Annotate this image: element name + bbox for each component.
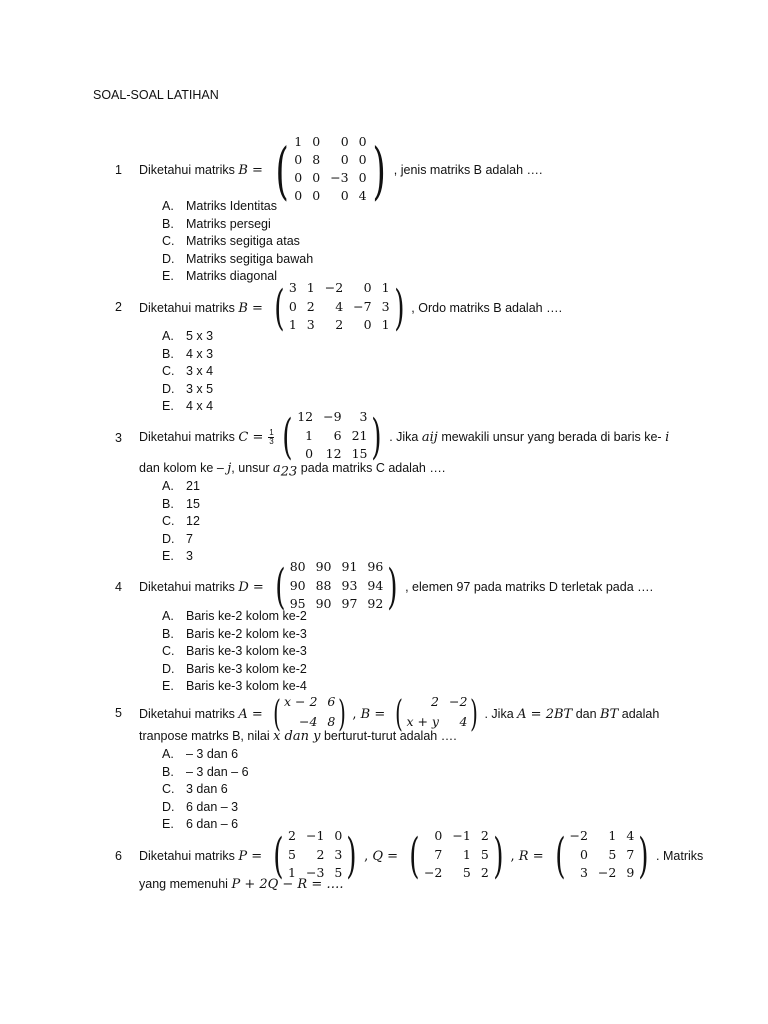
matrix-cell: −1 xyxy=(305,828,325,843)
option-item xyxy=(162,328,213,346)
matrix-cell: 3 xyxy=(306,317,315,333)
option-text: Matriks segitiga bawah xyxy=(186,251,314,266)
fraction-denominator: 3 xyxy=(269,436,274,446)
matrix-cell: 0 xyxy=(334,828,343,843)
option-text: 4 x 4 xyxy=(186,399,214,414)
question-stem: Diketahui matriks B = ( 3 1 −2 0 1 0 2 4 −7 3 1 3 2 0 1 ) , Ordo matriks B adalah …. xyxy=(139,280,563,336)
matrix-cell: −2 xyxy=(597,865,617,881)
question-number: 3 xyxy=(115,431,122,445)
matrix-cell: 1 xyxy=(294,133,303,149)
option-item xyxy=(162,346,213,364)
option-label: D. xyxy=(162,661,175,676)
element-subscript: 23 xyxy=(280,464,298,480)
option-text: 5 x 3 xyxy=(186,329,214,343)
option-label: E. xyxy=(162,269,174,284)
matrix-C: ( 12 −9 3 1 6 21 0 12 15 ) xyxy=(282,409,382,465)
matrix-cell: 0 xyxy=(340,133,349,149)
cont-text: dan kolom ke – xyxy=(139,461,224,475)
matrix-cell: 1 xyxy=(305,427,314,443)
option-item xyxy=(162,478,200,496)
option-item xyxy=(162,216,313,234)
matrix-cell: 92 xyxy=(367,596,384,612)
matrix-cell: 8 xyxy=(312,151,321,167)
option-item xyxy=(162,746,249,764)
option-item xyxy=(162,496,200,514)
option-label: E. xyxy=(162,549,174,564)
option-text: 6 dan – 6 xyxy=(186,817,239,832)
option-text: Baris ke-2 kolom ke-2 xyxy=(186,609,307,623)
matrix-cell: 88 xyxy=(315,577,332,593)
matrix-name: A xyxy=(238,706,248,722)
matrix-R: ( −2 1 4 0 5 7 3 −2 9 ) xyxy=(554,828,649,884)
matrix-cell: 91 xyxy=(341,559,358,574)
matrix-cell: 97 xyxy=(341,596,358,612)
option-text: 15 xyxy=(186,496,200,511)
matrix-cell: 0 xyxy=(340,188,349,204)
stem-text-post: . Jika xyxy=(389,430,419,444)
option-label: C. xyxy=(162,644,175,659)
matrix-cell: 0 xyxy=(312,170,321,185)
matrix-cell: −3 xyxy=(330,170,349,185)
stem-text-post2: adalah xyxy=(621,707,660,721)
matrix-cell: −4 xyxy=(298,714,318,729)
matrix-name: C xyxy=(238,429,249,445)
stem-text-post: , elemen 97 pada matriks D terletak pada …. xyxy=(405,580,654,594)
stem-text: Diketahui matriks xyxy=(139,580,235,594)
option-item xyxy=(162,764,249,782)
stem-text: Diketahui matriks xyxy=(139,430,235,444)
cont-text: yang memenuhi xyxy=(139,877,228,891)
fraction xyxy=(268,429,274,446)
matrix-cell: 5 xyxy=(462,865,471,881)
option-label: A. xyxy=(162,609,174,623)
option-label: A. xyxy=(162,747,174,761)
matrix-cell: 0 xyxy=(305,446,314,462)
stem-text: Diketahui matriks xyxy=(139,163,235,177)
question-number: 5 xyxy=(115,706,122,720)
option-item xyxy=(162,233,313,251)
question-stem: Diketahui matriks A = ( x − 2 6 −4 8 ) , B = ( 2 −2 x + y 4 ) . Jika A = 2B T dan B T adalah xyxy=(139,693,660,735)
option-text: Matriks diagonal xyxy=(186,269,278,284)
option-item xyxy=(162,363,213,381)
matrix-cell: 8 xyxy=(327,714,336,729)
matrix-cell: 2 xyxy=(316,846,325,862)
option-text: Baris ke-3 kolom ke-3 xyxy=(186,644,307,659)
matrix-cell: 0 xyxy=(579,846,588,862)
matrix-cell: −9 xyxy=(323,409,342,424)
matrix-cell: 80 xyxy=(289,559,306,574)
matrix-B: ( 3 1 −2 0 1 0 2 4 −7 3 1 3 2 0 1 ) xyxy=(274,280,405,336)
matrix-D: ( 80 90 91 96 90 88 93 94 95 90 97 92 ) xyxy=(275,559,398,615)
matrix-cell: 5 xyxy=(480,846,489,862)
options-list xyxy=(162,746,249,834)
matrix-A: ( x − 2 6 −4 8 ) xyxy=(273,693,347,735)
option-text: Baris ke-3 kolom ke-4 xyxy=(186,679,307,694)
matrix-B: ( 1 0 0 0 0 8 0 0 0 0 −3 0 0 0 0 4 ) xyxy=(275,133,386,207)
option-item xyxy=(162,643,307,661)
matrix-cell: 0 xyxy=(288,298,297,314)
option-item xyxy=(162,626,307,644)
options-list xyxy=(162,328,213,416)
option-item xyxy=(162,781,249,799)
cont-text: tranpose matrks B, nilai xyxy=(139,729,270,743)
question-number: 4 xyxy=(115,580,122,594)
matrix-cell: 0 xyxy=(358,133,367,149)
option-item xyxy=(162,513,200,531)
matrix-cell: 0 xyxy=(294,151,303,167)
matrix-cell: 3 xyxy=(334,846,343,862)
matrix-cell: 1 xyxy=(608,828,617,843)
option-text: – 3 dan – 6 xyxy=(186,764,249,779)
option-label: C. xyxy=(162,514,175,529)
option-text: – 3 dan 6 xyxy=(186,747,239,761)
option-item xyxy=(162,816,249,834)
option-text: 3 xyxy=(186,549,193,564)
stem-text-dan: dan xyxy=(575,707,597,721)
matrix-cell: 5 xyxy=(288,846,296,862)
index-i: i xyxy=(665,429,670,445)
matrix-cell: 7 xyxy=(434,846,443,862)
matrix-cell: −7 xyxy=(353,298,372,314)
option-label: B. xyxy=(162,216,174,231)
option-item xyxy=(162,251,313,269)
option-label: C. xyxy=(162,234,175,249)
matrix-cell: 7 xyxy=(626,846,635,862)
option-label: E. xyxy=(162,399,174,414)
equation: A = 2B xyxy=(517,706,564,722)
matrix-cell: 0 xyxy=(294,188,303,204)
matrix-cell: 90 xyxy=(315,596,332,612)
matrix-cell: 21 xyxy=(351,427,368,443)
matrix-cell: 94 xyxy=(367,577,384,593)
element-symbol: a xyxy=(421,429,430,445)
matrix-cell: 9 xyxy=(626,865,635,881)
matrix-cell: 0 xyxy=(312,133,321,149)
question-continuation xyxy=(139,729,457,744)
cont-text-mid: , unsur xyxy=(231,461,270,475)
matrix-cell: 12 xyxy=(297,409,314,424)
option-label: A. xyxy=(162,479,174,493)
variables: x dan y xyxy=(273,729,321,744)
matrix-cell: 3 xyxy=(579,865,588,881)
option-label: D. xyxy=(162,799,175,814)
matrix-name: B xyxy=(238,300,248,316)
stem-text: Diketahui matriks xyxy=(139,301,235,315)
option-label: D. xyxy=(162,251,175,266)
option-text: 12 xyxy=(186,514,200,529)
option-text: 21 xyxy=(186,479,200,493)
matrix-cell: 90 xyxy=(289,577,306,593)
option-text: 6 dan – 3 xyxy=(186,799,239,814)
matrix-cell: 93 xyxy=(341,577,358,593)
options-list xyxy=(162,198,313,286)
option-label: E. xyxy=(162,679,174,694)
stem-text: Diketahui matriks xyxy=(139,849,235,863)
matrix-cell: −2 xyxy=(569,828,588,843)
matrix-cell: 0 xyxy=(358,151,367,167)
element-symbol: a xyxy=(273,461,281,476)
matrix-name: Q xyxy=(372,848,384,864)
matrix-cell: 2 xyxy=(306,298,315,314)
cont-text-post: berturut-turut adalah …. xyxy=(323,729,457,743)
matrix-cell: 3 xyxy=(359,409,368,424)
matrix-cell: −3 xyxy=(305,865,325,881)
option-label: A. xyxy=(162,199,174,213)
matrix-cell: 15 xyxy=(351,446,368,462)
option-text: Matriks segitiga atas xyxy=(186,234,300,249)
matrix-cell: 5 xyxy=(608,846,617,862)
option-text: Matriks persegi xyxy=(186,216,271,231)
question-number: 1 xyxy=(115,163,122,177)
question-number: 2 xyxy=(115,300,122,314)
option-item xyxy=(162,531,200,549)
matrix-cell: 0 xyxy=(434,828,443,843)
option-item xyxy=(162,608,307,626)
options-list xyxy=(162,608,307,696)
index-j: j xyxy=(227,461,232,476)
matrix-B: ( 2 −2 x + y 4 ) xyxy=(395,693,479,735)
matrix-cell: 2 xyxy=(480,828,489,843)
matrix-cell: 4 xyxy=(459,714,468,729)
option-label: B. xyxy=(162,346,174,361)
matrix-cell: −2 xyxy=(324,280,344,295)
expression: P + 2Q − R = …. xyxy=(231,877,344,892)
option-label: C. xyxy=(162,782,175,797)
matrix-cell: 1 xyxy=(381,317,390,333)
matrix-cell: 4 xyxy=(626,828,635,843)
matrix-cell: 1 xyxy=(306,280,315,295)
question-continuation xyxy=(139,461,445,480)
matrix-cell: 4 xyxy=(335,298,344,314)
option-text: 3 dan 6 xyxy=(186,782,228,797)
page-title: SOAL-SOAL LATIHAN xyxy=(93,88,219,102)
matrix-cell: −2 xyxy=(449,693,468,709)
stem-text-post: , jenis matriks B adalah …. xyxy=(393,163,543,177)
option-text: Baris ke-3 kolom ke-2 xyxy=(186,661,307,676)
question-continuation xyxy=(139,877,344,892)
option-text: Baris ke-2 kolom ke-3 xyxy=(186,626,307,641)
matrix-Q: ( 0 −1 2 7 1 5 −2 5 2 ) xyxy=(409,828,504,884)
option-text: Matriks Identitas xyxy=(186,199,278,213)
option-label: E. xyxy=(162,817,174,832)
matrix-cell: 3 xyxy=(381,298,390,314)
matrix-cell: 0 xyxy=(312,188,321,204)
matrix-name: P xyxy=(238,848,248,864)
question-stem: Diketahui matriks P = ( 2 −1 0 5 2 3 1 −3 5 ) , Q = ( 0 −1 2 7 1 5 −2 5 2 ) , R = ( −2 1 4 0 5 7 3 −2 9 ) . Matriks xyxy=(139,828,704,884)
transpose-sup: T xyxy=(609,706,619,722)
question-stem: Diketahui matriks C = $\frac{1}{3}$ ( 12 −9 3 1 6 21 0 12 15 ) . Jika a ij mewakili unsur yang berada di baris ke- i xyxy=(139,409,670,465)
question-stem: Diketahui matriks B = ( 1 0 0 0 0 8 0 0 0 0 −3 0 0 0 0 4 ) , jenis matriks B adalah …. xyxy=(139,133,543,207)
matrix-cell: x − 2 xyxy=(283,693,318,709)
matrix-cell: 2 xyxy=(480,865,489,881)
matrix-cell: 1 xyxy=(288,317,297,333)
stem-text-post: . Jika xyxy=(484,707,514,721)
option-label: C. xyxy=(162,364,175,379)
matrix-cell: 90 xyxy=(315,559,332,574)
matrix-cell: 0 xyxy=(294,170,303,185)
matrix-cell: 0 xyxy=(340,151,349,167)
stem-text: Diketahui matriks xyxy=(139,707,235,721)
matrix-cell: 1 xyxy=(381,280,390,295)
option-item xyxy=(162,198,313,216)
matrix-name: B xyxy=(360,706,371,722)
matrix-cell: 0 xyxy=(358,170,367,185)
option-label: D. xyxy=(162,531,175,546)
option-item xyxy=(162,661,307,679)
matrix-cell: −2 xyxy=(423,865,443,881)
matrix-cell: 12 xyxy=(325,446,342,462)
matrix-cell: 1 xyxy=(462,846,471,862)
options-list xyxy=(162,478,200,566)
option-item xyxy=(162,381,213,399)
option-label: A. xyxy=(162,329,174,343)
option-text: 7 xyxy=(186,531,193,546)
matrix-cell: x + y xyxy=(406,714,439,729)
question-stem: Diketahui matriks D = ( 80 90 91 96 90 88 93 94 95 90 97 92 ) , elemen 97 pada matriks D terletak pada …. xyxy=(139,559,654,615)
matrix-cell: 4 xyxy=(358,188,367,204)
matrix-cell: 2 xyxy=(288,828,296,843)
option-text: 3 x 5 xyxy=(186,381,214,396)
matrix-P: ( 2 −1 0 5 2 3 1 −3 5 ) xyxy=(273,828,357,884)
option-label: B. xyxy=(162,496,174,511)
matrix-cell: 1 xyxy=(288,865,296,881)
matrix-name: B xyxy=(600,706,610,722)
matrix-cell: 2 xyxy=(335,317,344,333)
matrix-name: B xyxy=(238,162,248,178)
matrix-cell: 3 xyxy=(288,280,297,295)
matrix-cell: 2 xyxy=(431,693,439,709)
option-label: B. xyxy=(162,626,174,641)
matrix-name: R xyxy=(518,848,529,864)
matrix-cell: 0 xyxy=(363,317,372,333)
transpose-sup: T xyxy=(563,706,573,722)
option-label: B. xyxy=(162,764,174,779)
option-item xyxy=(162,799,249,817)
fraction-numerator: 1 xyxy=(269,427,274,437)
option-label: D. xyxy=(162,381,175,396)
stem-text-post2: mewakili unsur yang berada di baris ke- xyxy=(441,430,662,444)
matrix-cell: −1 xyxy=(452,828,471,843)
stem-text-post: , Ordo matriks B adalah …. xyxy=(411,301,563,315)
matrix-cell: 6 xyxy=(327,693,336,709)
matrix-cell: 0 xyxy=(363,280,372,295)
matrix-cell: 6 xyxy=(333,427,342,443)
option-text: 4 x 3 xyxy=(186,346,214,361)
option-text: 3 x 4 xyxy=(186,364,214,379)
matrix-cell: 5 xyxy=(334,865,343,881)
matrix-cell: 95 xyxy=(289,596,306,612)
matrix-cell: 96 xyxy=(367,559,384,574)
cont-text-post: pada matriks C adalah …. xyxy=(300,461,446,475)
question-number: 6 xyxy=(115,849,122,863)
stem-text-post: . Matriks xyxy=(656,849,704,863)
matrix-name: D xyxy=(238,579,249,595)
element-subscript: ij xyxy=(429,429,438,445)
